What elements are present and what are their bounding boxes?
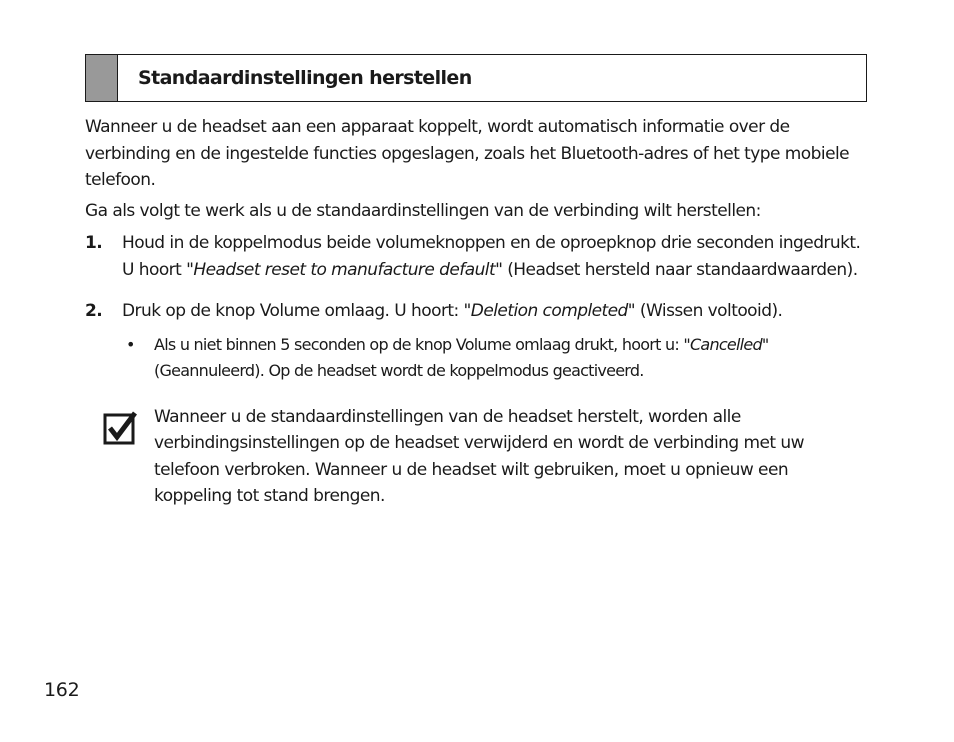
step-1 xyxy=(85,230,870,283)
step-text: Druk op de knop Volume omlaag. U hoort: xyxy=(122,301,464,321)
step-text-after: (Headset hersteld naar standaardwaarden). xyxy=(502,259,858,280)
checkbox-check-icon xyxy=(103,411,137,445)
note-text: Wanneer u de standaardinstellingen van de headset herstelt, worden alle verbindingsinstellingen op de headset verwijderd en wordt de verbinding met uw telefoon verbroken. Wanneer u de headset wilt gebruiken, moet u opnieuw een koppeling tot stand brengen. xyxy=(154,406,804,506)
intro-paragraph-2: Ga als volgt te werk als u de standaardinstellingen van de verbinding wilt herstellen: xyxy=(85,200,761,221)
intro-paragraph-1: Wanneer u de headset aan een apparaat koppelt, wordt automatisch informatie over de verbinding en de ingestelde functies opgeslagen, zoals het Bluetooth-adres of het type mobiele telefoon. xyxy=(85,117,850,190)
step-text: Houd in de koppelmodus beide volumeknoppen en de oproepknop drie seconden ingedrukt. U hoort xyxy=(122,233,861,280)
bullet-quote: "Cancelled" xyxy=(683,334,769,354)
step-number: 1. xyxy=(85,233,103,253)
step-number: 2. xyxy=(85,301,103,321)
main-content xyxy=(85,114,870,510)
step-text-after: (Wissen voltooid). xyxy=(635,301,783,321)
heading-tab-marker xyxy=(86,55,118,101)
step-2 xyxy=(85,298,870,325)
step-quote: "Deletion completed" xyxy=(463,301,636,321)
page-number: 162 xyxy=(44,679,80,701)
note-block xyxy=(85,404,870,510)
bullet-mark: • xyxy=(126,334,135,354)
section-title: Standaardinstellingen herstellen xyxy=(138,67,472,89)
section-heading xyxy=(85,54,867,102)
step-quote: "Headset reset to manufacture default" xyxy=(186,259,503,280)
bullet-item xyxy=(85,332,870,385)
bullet-text: Als u niet binnen 5 seconden op de knop Volume omlaag drukt, hoort u: xyxy=(154,334,684,354)
bullet-text-after: (Geannuleerd). Op de headset wordt de koppelmodus geactiveerd. xyxy=(154,361,644,380)
